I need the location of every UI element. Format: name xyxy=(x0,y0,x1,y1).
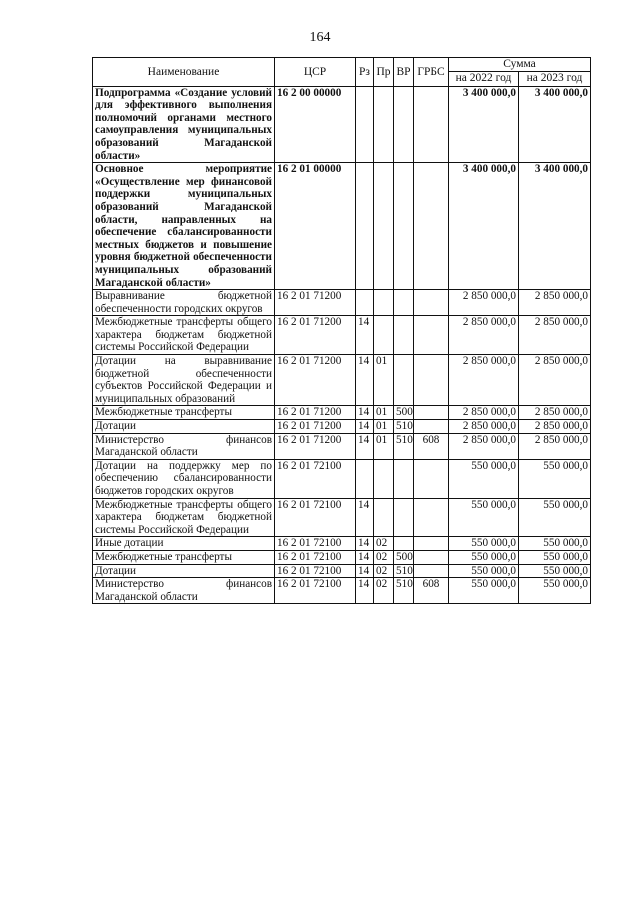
row-sum-2022: 2 850 000,0 xyxy=(449,355,519,406)
row-name: Министерство финансов Магаданской области xyxy=(93,433,275,459)
row-csr: 16 2 01 71200 xyxy=(275,316,356,355)
row-rz: 14 xyxy=(356,355,374,406)
row-sum-2023: 3 400 000,0 xyxy=(519,163,591,290)
row-vr: 510 xyxy=(394,433,414,459)
header-pr: Пр xyxy=(374,58,394,87)
row-name: Выравнивание бюджетной обеспеченности городских округов xyxy=(93,290,275,316)
header-year-2023: на 2023 год xyxy=(519,71,591,86)
row-rz: 14 xyxy=(356,406,374,420)
row-rz xyxy=(356,86,374,163)
header-name: Наименование xyxy=(93,58,275,87)
row-sum-2023: 3 400 000,0 xyxy=(519,86,591,163)
row-name: Иные дотации xyxy=(93,537,275,551)
row-sum-2023: 2 850 000,0 xyxy=(519,355,591,406)
row-grbs xyxy=(414,355,449,406)
table-row xyxy=(93,459,591,498)
row-name: Министерство финансов Магаданской области xyxy=(93,578,275,604)
row-csr: 16 2 01 00000 xyxy=(275,163,356,290)
row-rz xyxy=(356,163,374,290)
row-name: Дотации xyxy=(93,564,275,578)
page-number: 164 xyxy=(309,30,331,45)
row-sum-2023: 2 850 000,0 xyxy=(519,316,591,355)
row-csr: 16 2 01 72100 xyxy=(275,578,356,604)
row-sum-2022: 2 850 000,0 xyxy=(449,433,519,459)
row-name: Межбюджетные трансферты общего характера бюджетам бюджетной системы Российской Федерации xyxy=(93,316,275,355)
row-csr: 16 2 01 72100 xyxy=(275,564,356,578)
row-vr xyxy=(394,316,414,355)
row-grbs xyxy=(414,316,449,355)
row-pr: 02 xyxy=(374,564,394,578)
row-pr: 01 xyxy=(374,355,394,406)
row-pr xyxy=(374,163,394,290)
row-rz: 14 xyxy=(356,550,374,564)
table-row xyxy=(93,316,591,355)
row-rz xyxy=(356,459,374,498)
row-csr: 16 2 01 72100 xyxy=(275,537,356,551)
row-pr: 02 xyxy=(374,537,394,551)
table-row xyxy=(93,433,591,459)
row-grbs xyxy=(414,564,449,578)
row-vr: 500 xyxy=(394,550,414,564)
row-rz: 14 xyxy=(356,420,374,434)
row-grbs xyxy=(414,86,449,163)
row-sum-2022: 2 850 000,0 xyxy=(449,316,519,355)
row-sum-2023: 2 850 000,0 xyxy=(519,290,591,316)
table-row xyxy=(93,550,591,564)
row-name: Межбюджетные трансферты общего характера бюджетам бюджетной системы Российской Федерации xyxy=(93,498,275,537)
header-sum: Сумма xyxy=(449,58,591,72)
row-pr: 02 xyxy=(374,550,394,564)
row-sum-2023: 2 850 000,0 xyxy=(519,433,591,459)
row-pr: 01 xyxy=(374,406,394,420)
header-grbs: ГРБС xyxy=(414,58,449,87)
table-row xyxy=(93,406,591,420)
table-row xyxy=(93,355,591,406)
row-vr: 510 xyxy=(394,420,414,434)
row-sum-2022: 2 850 000,0 xyxy=(449,406,519,420)
row-sum-2023: 550 000,0 xyxy=(519,537,591,551)
row-sum-2022: 550 000,0 xyxy=(449,498,519,537)
row-sum-2023: 550 000,0 xyxy=(519,459,591,498)
row-name: Дотации на выравнивание бюджетной обеспеченности субъектов Российской Федерации и муниципальных образований xyxy=(93,355,275,406)
header-rz: Рз xyxy=(356,58,374,87)
row-rz: 14 xyxy=(356,578,374,604)
row-grbs xyxy=(414,406,449,420)
budget-table xyxy=(92,57,591,604)
row-grbs: 608 xyxy=(414,578,449,604)
row-sum-2022: 2 850 000,0 xyxy=(449,290,519,316)
row-vr xyxy=(394,498,414,537)
row-name: Дотации на поддержку мер по обеспечению сбалансированности бюджетов городских округов xyxy=(93,459,275,498)
row-vr xyxy=(394,163,414,290)
row-sum-2022: 550 000,0 xyxy=(449,578,519,604)
table-body xyxy=(93,86,591,604)
header-year-2022: на 2022 год xyxy=(449,71,519,86)
row-vr xyxy=(394,290,414,316)
table-row xyxy=(93,290,591,316)
row-pr: 01 xyxy=(374,420,394,434)
row-csr: 16 2 01 71200 xyxy=(275,290,356,316)
row-pr: 02 xyxy=(374,578,394,604)
table-row xyxy=(93,564,591,578)
row-rz: 14 xyxy=(356,433,374,459)
row-sum-2022: 550 000,0 xyxy=(449,550,519,564)
row-pr xyxy=(374,498,394,537)
row-sum-2022: 550 000,0 xyxy=(449,564,519,578)
row-csr: 16 2 01 71200 xyxy=(275,433,356,459)
row-grbs xyxy=(414,550,449,564)
row-name: Межбюджетные трансферты xyxy=(93,550,275,564)
row-rz: 14 xyxy=(356,316,374,355)
row-name: Подпрограмма «Создание условий для эффективного выполнения полномочий органами местного самоуправления муниципальных образований Магаданской области» xyxy=(93,86,275,163)
row-sum-2023: 550 000,0 xyxy=(519,578,591,604)
row-pr: 01 xyxy=(374,433,394,459)
row-name: Дотации xyxy=(93,420,275,434)
table-row xyxy=(93,537,591,551)
row-vr xyxy=(394,537,414,551)
row-sum-2022: 3 400 000,0 xyxy=(449,86,519,163)
row-csr: 16 2 01 72100 xyxy=(275,498,356,537)
table-row xyxy=(93,420,591,434)
row-csr: 16 2 01 72100 xyxy=(275,459,356,498)
row-rz: 14 xyxy=(356,498,374,537)
row-name: Основное мероприятие «Осуществление мер финансовой поддержки муниципальных образований Магаданской области, направленных на обеспечение сбалансированности местных бюджетов и повышение уровня бюджетной обеспеченности муниципальных образований Магаданской области» xyxy=(93,163,275,290)
row-csr: 16 2 01 71200 xyxy=(275,420,356,434)
row-rz: 14 xyxy=(356,537,374,551)
row-pr xyxy=(374,290,394,316)
row-sum-2022: 550 000,0 xyxy=(449,459,519,498)
row-sum-2023: 550 000,0 xyxy=(519,550,591,564)
row-csr: 16 2 00 00000 xyxy=(275,86,356,163)
row-csr: 16 2 01 71200 xyxy=(275,406,356,420)
row-sum-2022: 2 850 000,0 xyxy=(449,420,519,434)
row-sum-2023: 550 000,0 xyxy=(519,564,591,578)
row-grbs xyxy=(414,163,449,290)
row-sum-2023: 550 000,0 xyxy=(519,498,591,537)
row-vr: 510 xyxy=(394,564,414,578)
row-csr: 16 2 01 71200 xyxy=(275,355,356,406)
row-rz: 14 xyxy=(356,564,374,578)
row-vr: 510 xyxy=(394,578,414,604)
row-grbs xyxy=(414,420,449,434)
row-pr xyxy=(374,316,394,355)
header-vr: ВР xyxy=(394,58,414,87)
row-vr xyxy=(394,355,414,406)
row-pr xyxy=(374,459,394,498)
row-sum-2023: 2 850 000,0 xyxy=(519,420,591,434)
row-grbs xyxy=(414,498,449,537)
table-row xyxy=(93,498,591,537)
row-grbs xyxy=(414,459,449,498)
row-sum-2022: 3 400 000,0 xyxy=(449,163,519,290)
row-rz xyxy=(356,290,374,316)
row-vr: 500 xyxy=(394,406,414,420)
row-vr xyxy=(394,459,414,498)
row-grbs xyxy=(414,290,449,316)
table-row xyxy=(93,86,591,163)
row-vr xyxy=(394,86,414,163)
header-csr: ЦСР xyxy=(275,58,356,87)
table-row xyxy=(93,578,591,604)
row-name: Межбюджетные трансферты xyxy=(93,406,275,420)
table-row xyxy=(93,163,591,290)
row-grbs xyxy=(414,537,449,551)
row-sum-2023: 2 850 000,0 xyxy=(519,406,591,420)
row-csr: 16 2 01 72100 xyxy=(275,550,356,564)
row-pr xyxy=(374,86,394,163)
row-sum-2022: 550 000,0 xyxy=(449,537,519,551)
row-grbs: 608 xyxy=(414,433,449,459)
